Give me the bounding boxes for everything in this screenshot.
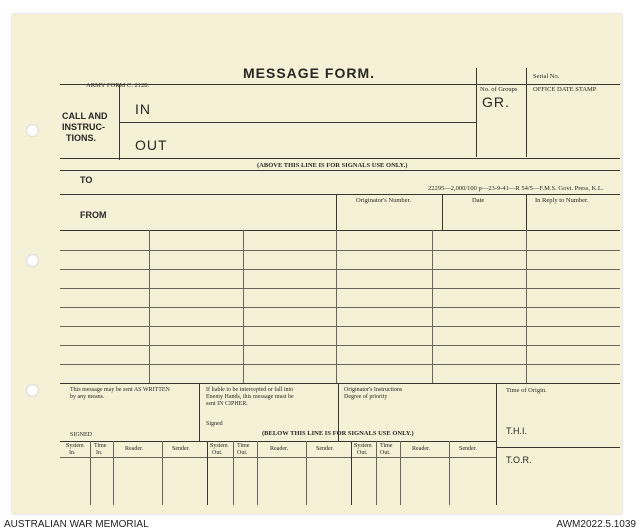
gr-label: GR. xyxy=(482,94,510,110)
col-header: Time xyxy=(380,443,393,449)
army-form-number: ARMY FORM C. 2128. xyxy=(86,82,150,89)
form-title: MESSAGE FORM. xyxy=(243,65,376,81)
rule xyxy=(119,122,476,123)
col-header: Sender. xyxy=(459,446,477,452)
grid-line xyxy=(60,307,620,308)
serial-label: Serial No. xyxy=(533,73,560,80)
rule xyxy=(60,170,620,171)
grid-line xyxy=(60,269,620,270)
col-header: Out. xyxy=(380,450,391,456)
col-header: Reader. xyxy=(270,446,289,452)
signals-use-below: (BELOW THIS LINE IS FOR SIGNALS USE ONLY.) xyxy=(262,430,414,437)
rule xyxy=(496,383,497,505)
grid-line xyxy=(400,441,401,505)
cipher-line-1: If liable to be intercepted or fall into xyxy=(206,387,294,393)
col-header: System xyxy=(66,443,84,449)
punch-hole xyxy=(26,384,39,397)
to-label: TO xyxy=(80,175,93,185)
col-header: In. xyxy=(69,450,76,456)
out-label: OUT xyxy=(135,137,168,153)
grid-line xyxy=(351,441,352,505)
grid-line xyxy=(60,288,620,289)
call-label-line-2: INSTRUC- xyxy=(62,122,105,132)
grid-line xyxy=(449,441,450,505)
rule xyxy=(60,230,620,231)
grid-line xyxy=(207,441,208,505)
call-label-line-3: TIONS. xyxy=(66,133,97,143)
printer-note: 22295—2,000/100 p—23-9-41—R 54/5—F.M.S. Govt. Press, K.L. xyxy=(428,185,604,192)
call-label-line-1: CALL AND xyxy=(62,111,108,121)
grid-line xyxy=(90,441,91,505)
signed-label-2: Signed xyxy=(206,421,223,427)
tor-label: T.O.R. xyxy=(506,455,532,465)
in-label: IN xyxy=(135,101,151,117)
punch-hole xyxy=(26,124,39,137)
col-header: Reader. xyxy=(125,446,144,452)
punch-hole xyxy=(26,254,39,267)
degree-of-priority-label: Degree of priority xyxy=(344,394,388,400)
rule xyxy=(60,441,496,442)
caption-accession-number: AWM2022.5.1039 xyxy=(556,519,636,530)
col-header: Sender. xyxy=(172,446,190,452)
col-header: Out. xyxy=(357,450,368,456)
rule xyxy=(336,194,337,230)
originators-instructions-label: Originator's Instructions xyxy=(344,387,403,393)
col-header: Out. xyxy=(212,450,223,456)
grid-line xyxy=(306,441,307,505)
col-header: Reader. xyxy=(412,446,431,452)
grid-line xyxy=(233,441,234,505)
rule xyxy=(476,68,477,157)
office-date-stamp-label: OFFICE DATE STAMP xyxy=(533,86,597,93)
originators-number-label: Originator's Number. xyxy=(356,197,411,204)
thi-label: T.H.I. xyxy=(506,426,528,436)
cipher-line-2: Enemy Hands, this message must be xyxy=(206,394,294,400)
col-header: Out. xyxy=(237,450,248,456)
grid-line xyxy=(376,441,377,505)
signals-use-above: (ABOVE THIS LINE IS FOR SIGNALS USE ONLY.) xyxy=(257,162,408,169)
message-form-paper xyxy=(12,14,622,514)
rule xyxy=(526,68,527,157)
rule xyxy=(442,194,443,230)
date-label: Date xyxy=(472,197,485,204)
rule xyxy=(199,383,200,441)
grid-line xyxy=(113,441,114,505)
grid-line xyxy=(162,441,163,505)
rule xyxy=(526,194,527,230)
rule xyxy=(60,457,496,458)
cipher-line-3: sent IN CIPHER. xyxy=(206,401,248,407)
no-of-groups-label: No. of Groups xyxy=(480,86,518,93)
from-label: FROM xyxy=(80,210,107,220)
rule xyxy=(60,383,620,384)
col-header: Time xyxy=(94,443,107,449)
col-header: Sender. xyxy=(316,446,334,452)
rule xyxy=(496,447,620,448)
signed-label: SIGNED xyxy=(70,432,92,438)
rule xyxy=(60,158,620,159)
col-header: Time xyxy=(237,443,250,449)
as-written-line-2: by any means. xyxy=(70,394,105,400)
in-reply-to-label: In Reply to Number. xyxy=(535,197,589,204)
grid-line xyxy=(60,364,620,365)
as-written-line-1: This message may be sent AS WRITTEN xyxy=(70,387,170,393)
grid-line xyxy=(60,345,620,346)
caption-institution: AUSTRALIAN WAR MEMORIAL xyxy=(4,519,149,530)
rule xyxy=(60,84,620,85)
col-header: In. xyxy=(96,450,103,456)
grid-line xyxy=(60,326,620,327)
rule xyxy=(60,194,620,195)
grid-line xyxy=(257,441,258,505)
col-header: System xyxy=(210,443,228,449)
time-of-origin-label: Time of Origin. xyxy=(506,387,547,394)
col-header: System xyxy=(354,443,372,449)
grid-line xyxy=(60,250,620,251)
